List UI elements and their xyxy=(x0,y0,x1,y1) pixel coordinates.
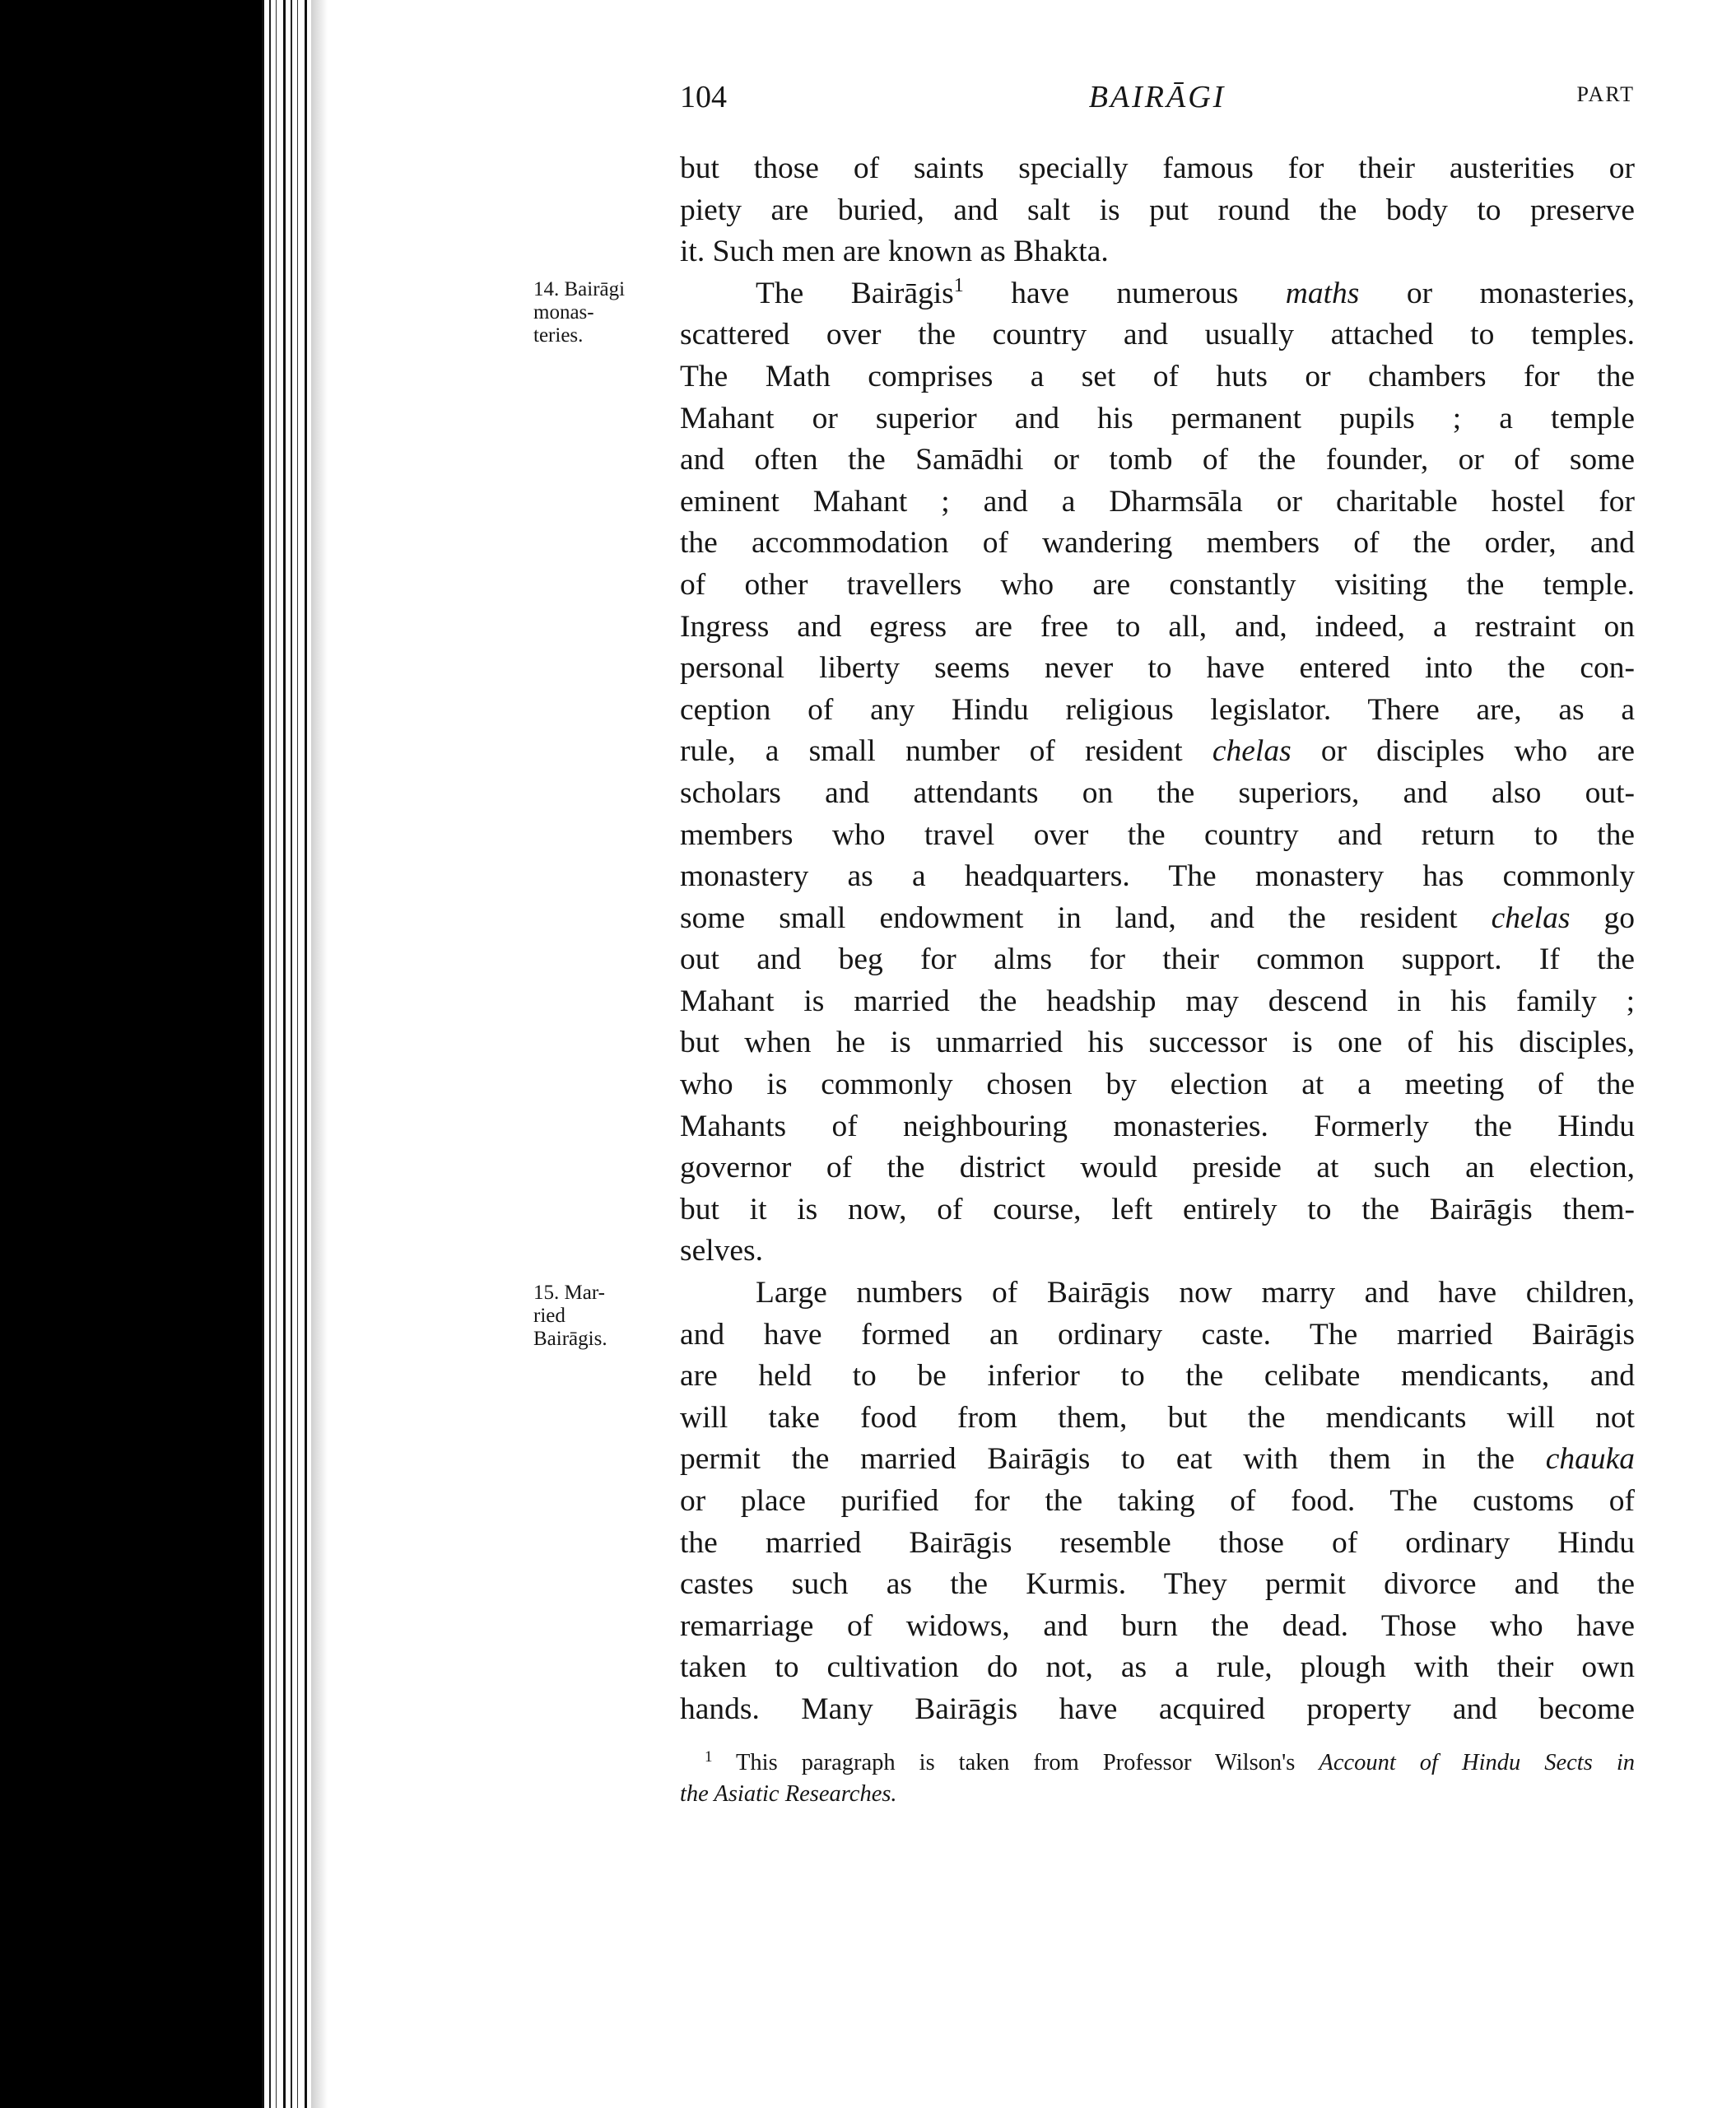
text-line: will take food from them, but the mendicants will not xyxy=(680,1400,1635,1435)
footnote-line xyxy=(680,1779,1635,1810)
footnote-reference: 1 xyxy=(953,274,964,296)
footnote-text: This paragraph is taken from Professor Wilson's xyxy=(736,1750,1296,1775)
text-line: members who travel over the country and return to the xyxy=(680,817,1635,852)
text-line: or place purified for the taking of food. The customs of xyxy=(680,1484,1635,1518)
text-line: eminent Mahant ; and a Dharmsāla or charitable hostel for xyxy=(680,484,1635,519)
text-line: governor of the district would preside at such an election, xyxy=(680,1151,1635,1185)
text-line xyxy=(680,1439,1635,1481)
running-head xyxy=(680,79,1635,128)
text-span: rule, a small number of resident xyxy=(680,734,1183,769)
text-line: but it is now, of course, left entirely to the Bairāgis them- xyxy=(680,1192,1635,1226)
text-span: some small endowment in land, and the resident xyxy=(680,900,1458,935)
text-line xyxy=(680,731,1635,773)
text-line: ception of any Hindu religious legislator. There are, as a xyxy=(680,692,1635,727)
text-line: The Math comprises a set of huts or chambers for the xyxy=(680,359,1635,393)
text-span: or monasteries, xyxy=(1406,276,1636,310)
text-line: and have formed an ordinary caste. The married Bairāgis xyxy=(680,1317,1635,1352)
text-line: it. Such men are known as Bhakta. xyxy=(680,235,1109,269)
sidenote-line: 14. Bairāgi xyxy=(533,278,626,300)
page-title: BAIRĀGI xyxy=(1088,80,1226,114)
text-line: remarriage of widows, and burn the dead. Those who have xyxy=(680,1608,1635,1643)
footnote-italic: the Asiatic Researches. xyxy=(680,1781,897,1807)
text-span: The Bairāgis xyxy=(756,276,954,310)
sidenote-married-bairagis xyxy=(533,1282,657,1351)
part-label: PART xyxy=(1576,82,1635,106)
text-line: Large numbers of Bairāgis now marry and have children, xyxy=(756,1276,1635,1310)
italic-term: chauka xyxy=(1545,1442,1636,1477)
text-line: piety are buried, and salt is put round the body to preserve xyxy=(680,193,1635,227)
sidenote-line: ried xyxy=(533,1305,565,1327)
sidenote-line: 15. Mar- xyxy=(533,1282,605,1304)
text-span: permit the married Bairāgis to eat with them in the xyxy=(680,1442,1515,1477)
text-line: Mahant or superior and his permanent pupils ; a temple xyxy=(680,401,1635,435)
text-span: have numerous xyxy=(1011,276,1239,310)
text-line: of other travellers who are constantly visiting the temple. xyxy=(680,567,1635,602)
text-line: out and beg for alms for their common support. If the xyxy=(680,942,1635,977)
sidenote-line: teries. xyxy=(533,324,584,347)
text-line: scattered over the country and usually attached to temples. xyxy=(680,318,1635,352)
text-line: the married Bairāgis resemble those of ordinary Hindu xyxy=(680,1525,1635,1560)
text-line xyxy=(680,273,1635,315)
text-line: monastery as a headquarters. The monastery has commonly xyxy=(680,859,1635,894)
text-line: selves. xyxy=(680,1234,764,1268)
sidenote-line: monas- xyxy=(533,301,594,323)
text-span: go xyxy=(1603,900,1635,935)
text-span: or disciples who are xyxy=(1320,734,1636,769)
sidenote-line: Bairāgis. xyxy=(533,1328,607,1350)
text-line: but those of saints specially famous for their austerities or xyxy=(680,151,1635,185)
italic-term: chelas xyxy=(1491,900,1571,935)
italic-term: chelas xyxy=(1212,734,1292,769)
text-line: castes such as the Kurmis. They permit divorce and the xyxy=(680,1567,1635,1602)
text-line: Mahant is married the headship may descend in his family ; xyxy=(680,984,1635,1018)
footnote-line xyxy=(680,1747,1635,1779)
text-line: who is commonly chosen by election at a meeting of the xyxy=(680,1068,1635,1102)
footnote-italic: Account of Hindu Sects in xyxy=(1319,1750,1635,1775)
text-line: and often the Samādhi or tomb of the founder, or of some xyxy=(680,443,1635,477)
text-line: taken to cultivation do not, as a rule, plough with their own xyxy=(680,1650,1635,1685)
footnote-marker: 1 xyxy=(705,1748,713,1766)
page-number: 104 xyxy=(680,80,727,114)
footnote xyxy=(680,1747,1635,1810)
text-line: Ingress and egress are free to all, and, indeed, a restraint on xyxy=(680,609,1635,644)
text-line: are held to be inferior to the celibate mendicants, and xyxy=(680,1359,1635,1394)
body-text xyxy=(680,148,1635,1731)
sidenote-bairagi-monasteries xyxy=(533,278,657,347)
text-line: the accommodation of wandering members of the order, and xyxy=(680,526,1635,561)
text-line: scholars and attendants on the superiors, and also out- xyxy=(680,775,1635,810)
text-line: personal liberty seems never to have entered into the con- xyxy=(680,651,1635,686)
text-line xyxy=(680,898,1635,940)
text-line: Mahants of neighbouring monasteries. Formerly the Hindu xyxy=(680,1109,1635,1143)
text-line: but when he is unmarried his successor is one of his disciples, xyxy=(680,1026,1635,1060)
italic-term: maths xyxy=(1285,276,1360,310)
text-line: hands. Many Bairāgis have acquired property and become xyxy=(680,1692,1635,1726)
